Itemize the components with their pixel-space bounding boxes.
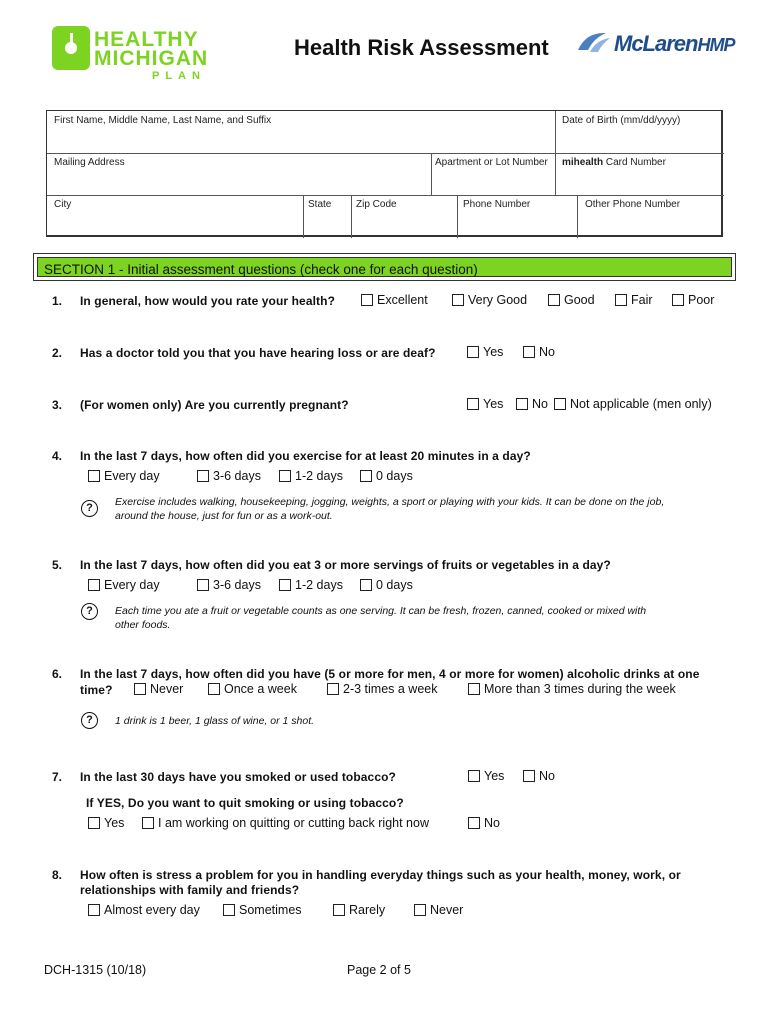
member-info-box bbox=[46, 110, 723, 237]
logo-mclaren-text: McLaren bbox=[614, 31, 698, 56]
checkbox[interactable] bbox=[360, 579, 372, 591]
q5-help-text: Each time you ate a fruit or vegetable counts as one serving. It can be fresh, frozen, canned, cooked or mixed with other foods. bbox=[115, 605, 647, 631]
checkbox[interactable] bbox=[467, 398, 479, 410]
checkbox[interactable] bbox=[468, 683, 480, 695]
phone-field-label: Phone Number bbox=[463, 199, 531, 210]
checkbox[interactable] bbox=[197, 579, 209, 591]
q5-number: 5. bbox=[52, 558, 63, 572]
q5-text: In the last 7 days, how often did you eat 3 or more servings of fruits or vegetables in a day? bbox=[80, 558, 611, 572]
q5-option-3-6-days[interactable]: 3-6 days bbox=[197, 578, 261, 592]
checkbox[interactable] bbox=[279, 579, 291, 591]
q4-option-1-2-days[interactable]: 1-2 days bbox=[279, 469, 343, 483]
q4-option-every-day[interactable]: Every day bbox=[88, 469, 160, 483]
checkbox[interactable] bbox=[142, 817, 154, 829]
address-field-label: Mailing Address bbox=[54, 157, 125, 168]
other-phone-field-label: Other Phone Number bbox=[585, 199, 681, 210]
checkbox[interactable] bbox=[279, 470, 291, 482]
section1-title: SECTION 1 - Initial assessment questions (check one for each question) bbox=[44, 262, 478, 277]
checkbox[interactable] bbox=[548, 294, 560, 306]
q7-text: In the last 30 days have you smoked or used tobacco? bbox=[80, 770, 396, 784]
q2-number: 2. bbox=[52, 346, 63, 360]
mclaren-swoosh-icon bbox=[576, 30, 612, 54]
checkbox[interactable] bbox=[88, 579, 100, 591]
help-icon: ? bbox=[81, 712, 98, 729]
checkbox[interactable] bbox=[327, 683, 339, 695]
checkbox[interactable] bbox=[223, 904, 235, 916]
q5-option-0-days[interactable]: 0 days bbox=[360, 578, 413, 592]
help-icon: ? bbox=[81, 500, 98, 517]
logo-line1: HEALTHY bbox=[94, 28, 199, 51]
card-number-field-label: mihealth Card Number bbox=[562, 157, 666, 168]
q4-option-0-days[interactable]: 0 days bbox=[360, 469, 413, 483]
zip-field-label: Zip Code bbox=[356, 199, 397, 210]
checkbox[interactable] bbox=[468, 770, 480, 782]
q4-option-3-6-days[interactable]: 3-6 days bbox=[197, 469, 261, 483]
q7-option-no[interactable]: No bbox=[523, 769, 555, 783]
q3-option-yes[interactable]: Yes bbox=[467, 397, 503, 411]
q2-option-no[interactable]: No bbox=[523, 345, 555, 359]
q3-option-not-applicable[interactable]: Not applicable (men only) bbox=[554, 397, 712, 411]
section1-header bbox=[33, 253, 736, 281]
logo-line2: MICHIGAN bbox=[94, 47, 209, 70]
q6-option-once-a-week[interactable]: Once a week bbox=[208, 682, 297, 696]
q8-option-almost-every-day[interactable]: Almost every day bbox=[88, 903, 200, 917]
checkbox[interactable] bbox=[197, 470, 209, 482]
q6-option-never[interactable]: Never bbox=[134, 682, 183, 696]
q8-option-rarely[interactable]: Rarely bbox=[333, 903, 385, 917]
q4-number: 4. bbox=[52, 449, 63, 463]
q6-number: 6. bbox=[52, 667, 63, 681]
q1-option-excellent[interactable]: Excellent bbox=[361, 293, 428, 307]
q1-number: 1. bbox=[52, 294, 63, 308]
checkbox[interactable] bbox=[333, 904, 345, 916]
checkbox[interactable] bbox=[468, 817, 480, 829]
name-field-label: First Name, Middle Name, Last Name, and Suffix bbox=[54, 115, 272, 126]
q7-sub-option-no[interactable]: No bbox=[468, 816, 500, 830]
checkbox[interactable] bbox=[516, 398, 528, 410]
q3-option-no[interactable]: No bbox=[516, 397, 548, 411]
q2-option-yes[interactable]: Yes bbox=[467, 345, 503, 359]
q5-option-every-day[interactable]: Every day bbox=[88, 578, 160, 592]
q8-text-line2: relationships with family and friends? bbox=[80, 883, 300, 897]
q1-option-very-good[interactable]: Very Good bbox=[452, 293, 527, 307]
q8-option-never[interactable]: Never bbox=[414, 903, 463, 917]
q1-option-poor[interactable]: Poor bbox=[672, 293, 714, 307]
page-number: Page 2 of 5 bbox=[347, 963, 411, 977]
q4-text: In the last 7 days, how often did you exercise for at least 20 minutes in a day? bbox=[80, 449, 531, 463]
q7-sub-option-yes[interactable]: Yes bbox=[88, 816, 124, 830]
checkbox[interactable] bbox=[615, 294, 627, 306]
checkbox[interactable] bbox=[360, 470, 372, 482]
q3-text: (For women only) Are you currently pregnant? bbox=[80, 398, 349, 412]
page-title: Health Risk Assessment bbox=[294, 35, 549, 60]
q7-number: 7. bbox=[52, 770, 63, 784]
q4-help-text: Exercise includes walking, housekeeping, jogging, weights, a sport or playing with your kids. It can be done on the job, around the house, just for fun or as a work-out. bbox=[115, 496, 665, 522]
state-field-label: State bbox=[308, 199, 332, 210]
checkbox[interactable] bbox=[467, 346, 479, 358]
checkbox[interactable] bbox=[523, 770, 535, 782]
checkbox[interactable] bbox=[88, 904, 100, 916]
checkbox[interactable] bbox=[88, 817, 100, 829]
checkbox[interactable] bbox=[554, 398, 566, 410]
q1-option-good[interactable]: Good bbox=[548, 293, 595, 307]
logo-hmp-text: HMP bbox=[697, 35, 735, 55]
q6-text-line2: time? bbox=[80, 683, 113, 697]
q7-subquestion-text: If YES, Do you want to quit smoking or using tobacco? bbox=[86, 796, 404, 810]
city-field-label: City bbox=[54, 199, 72, 210]
q6-help-text: 1 drink is 1 beer, 1 glass of wine, or 1 shot. bbox=[115, 715, 315, 727]
dob-field-label: Date of Birth (mm/dd/yyyy) bbox=[562, 115, 681, 126]
checkbox[interactable] bbox=[361, 294, 373, 306]
help-icon: ? bbox=[81, 603, 98, 620]
q7-option-yes[interactable]: Yes bbox=[468, 769, 504, 783]
checkbox[interactable] bbox=[452, 294, 464, 306]
checkbox[interactable] bbox=[414, 904, 426, 916]
q8-option-sometimes[interactable]: Sometimes bbox=[223, 903, 302, 917]
logo-line3: PLAN bbox=[152, 70, 206, 82]
apple-icon bbox=[52, 26, 90, 70]
apt-field-label: Apartment or Lot Number bbox=[435, 157, 548, 168]
q1-text: In general, how would you rate your health? bbox=[80, 294, 335, 308]
q5-option-1-2-days[interactable]: 1-2 days bbox=[279, 578, 343, 592]
checkbox[interactable] bbox=[208, 683, 220, 695]
q1-option-fair[interactable]: Fair bbox=[615, 293, 653, 307]
checkbox[interactable] bbox=[672, 294, 684, 306]
q2-text: Has a doctor told you that you have hearing loss or are deaf? bbox=[80, 346, 436, 360]
checkbox[interactable] bbox=[134, 683, 146, 695]
q3-number: 3. bbox=[52, 398, 63, 412]
q8-text-line1: How often is stress a problem for you in handling everyday things such as your health, money, work, or bbox=[80, 868, 681, 882]
q8-number: 8. bbox=[52, 868, 63, 882]
checkbox[interactable] bbox=[88, 470, 100, 482]
q7-sub-option-working-on-quitting[interactable]: I am working on quitting or cutting back right now bbox=[142, 816, 429, 830]
form-id: DCH-1315 (10/18) bbox=[44, 963, 147, 977]
checkbox[interactable] bbox=[523, 346, 535, 358]
healthy-michigan-plan-logo bbox=[52, 26, 222, 86]
q6-text-line1: In the last 7 days, how often did you have (5 or more for men, 4 or more for women) alcoholic drinks at one bbox=[80, 667, 700, 681]
q6-option-2-3-times[interactable]: 2-3 times a week bbox=[327, 682, 437, 696]
q6-option-more-than-3[interactable]: More than 3 times during the week bbox=[468, 682, 676, 696]
